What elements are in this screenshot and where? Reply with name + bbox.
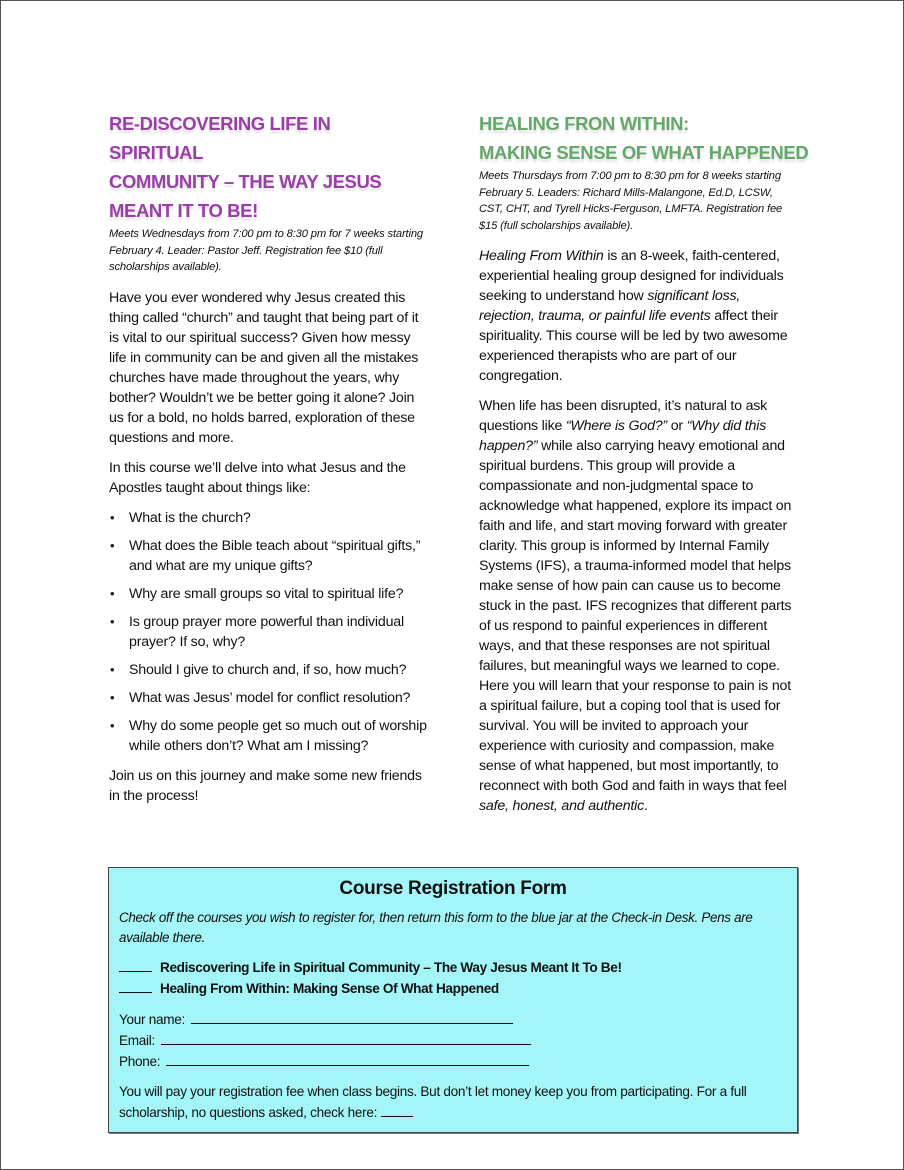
name-field[interactable] bbox=[191, 1009, 513, 1024]
registration-form bbox=[108, 867, 798, 1133]
course-option-2: Healing From Within: Making Sense Of What Happened bbox=[119, 978, 787, 999]
bullet-icon: • bbox=[110, 537, 115, 553]
left-course-meta: Meets Wednesdays from 7:00 pm to 8:30 pm for 7 weeks starting February 4. Leader: Pastor Jeff. Registration fee $10 (full scholarships available). bbox=[109, 228, 423, 274]
bullet-icon: • bbox=[110, 689, 115, 705]
right-course-description: When life has been disrupted, it’s natural to ask questions like “Where is God?” or “Why did this happen?” while also carrying heavy emotional and spiritual burdens. This group will provide a compassionate and non-judgmental space to acknowledge what happened, explore its impact on faith and life, and start moving forward with greater clarity. This group is informed by Internal Family Systems (IFS), a trauma-informed model that helps make sense of how pain can cause us to become stuck in the past. IFS recognizes that different parts of us respond to painful experiences in different ways, and that these responses are not spiritual failures, but meaningful ways we learned to cope. Here you will learn that your response to pain is not a spiritual failure, but a coping tool that is used for survival. You will be invited to approach your experience with curiosity and compassion, make sense of what happened, but most importantly, to reconnect with both God and faith in ways that feel safe, honest, and authentic. bbox=[479, 398, 792, 815]
list-item: • Why do some people get so much out of worship while others don’t? What am I missing? bbox=[110, 717, 427, 754]
name-label: Your name: bbox=[119, 1012, 186, 1027]
course-option-1: Rediscovering Life in Spiritual Community – The Way Jesus Meant It To Be! bbox=[119, 957, 787, 978]
scholarship-checkbox-blank[interactable] bbox=[381, 1102, 413, 1117]
email-field[interactable] bbox=[161, 1030, 531, 1045]
right-course-meta: Meets Thursdays from 7:00 pm to 8:30 pm for 8 weeks starting February 5. Leaders: Richard Mills-Malangone, Ed.D, LCSW, CST, CHT, and Tyrell Hicks-Ferguson, LMFTA. Registration fee $15 (full scholarships available). bbox=[479, 170, 783, 232]
left-course-lead-in: In this course we’ll delve into what Jesus and the Apostles taught about things like: bbox=[109, 459, 406, 496]
phone-field-row bbox=[119, 1051, 787, 1072]
course-2-checkbox-blank[interactable] bbox=[119, 978, 152, 993]
right-course-column bbox=[479, 109, 809, 826]
list-item: • What does the Bible teach about “spiritual gifts,” and what are my unique gifts? bbox=[110, 537, 421, 574]
bullet-icon: • bbox=[110, 661, 115, 677]
list-item: • Why are small groups so vital to spiritual life? bbox=[110, 585, 404, 602]
right-course-intro: Healing From Within is an 8-week, faith-centered, experiential healing group designed for individuals seeking to understand how significant loss, rejection, trauma, or painful life events affect their spirituality. This course will be led by two awesome experienced therapists who are part of our congregation. bbox=[479, 248, 788, 385]
contact-fields bbox=[119, 1009, 787, 1072]
left-course-title bbox=[109, 109, 429, 225]
left-course-closing: Join us on this journey and make some new friends in the process! bbox=[109, 767, 422, 804]
form-instructions: Check off the courses you wish to register for, then return this form to the blue jar at the Check-in Desk. Pens are available there. bbox=[119, 910, 753, 945]
course-1-checkbox-blank[interactable] bbox=[119, 957, 152, 972]
phone-label: Phone: bbox=[119, 1054, 161, 1069]
title-line: RE-DISCOVERING LIFE IN SPIRITUAL bbox=[109, 113, 331, 163]
list-item: • Should I give to church and, if so, how much? bbox=[110, 661, 407, 678]
bullet-icon: • bbox=[110, 717, 115, 733]
right-course-title bbox=[479, 109, 809, 167]
bullet-icon: • bbox=[110, 613, 115, 629]
left-course-intro: Have you ever wondered why Jesus created this thing called “church” and taught that being part of it is vital to our spiritual success? Given how messy life in community can be and given all the mistakes churches have made throughout the years, why bother? Wouldn’t we be better going it alone? Join us for a bold, no holds barred, exploration of these questions and more. bbox=[109, 289, 419, 446]
form-title: Course Registration Form bbox=[339, 878, 567, 899]
name-field-row bbox=[119, 1009, 787, 1030]
left-course-column bbox=[109, 109, 429, 816]
title-line: MEANT IT TO BE! bbox=[109, 200, 258, 221]
title-line: MAKING SENSE OF WHAT HAPPENED bbox=[479, 142, 809, 163]
bullet-icon: • bbox=[110, 585, 115, 601]
bullet-icon: • bbox=[110, 509, 115, 525]
form-footer: You will pay your registration fee when class begins. But don’t let money keep you from participating. For a full scholarship, no questions asked, check here: bbox=[119, 1084, 747, 1120]
email-label: Email: bbox=[119, 1033, 155, 1048]
list-item: • Is group prayer more powerful than individual prayer? If so, why? bbox=[110, 613, 404, 650]
email-field-row bbox=[119, 1030, 787, 1051]
list-item: • What was Jesus’ model for conflict resolution? bbox=[110, 689, 411, 706]
title-line: HEALING FRON WITHIN: bbox=[479, 113, 689, 134]
phone-field[interactable] bbox=[166, 1051, 529, 1066]
list-item: • What is the church? bbox=[110, 509, 251, 526]
title-line: COMMUNITY – THE WAY JESUS bbox=[109, 171, 382, 192]
topic-list bbox=[109, 508, 429, 756]
